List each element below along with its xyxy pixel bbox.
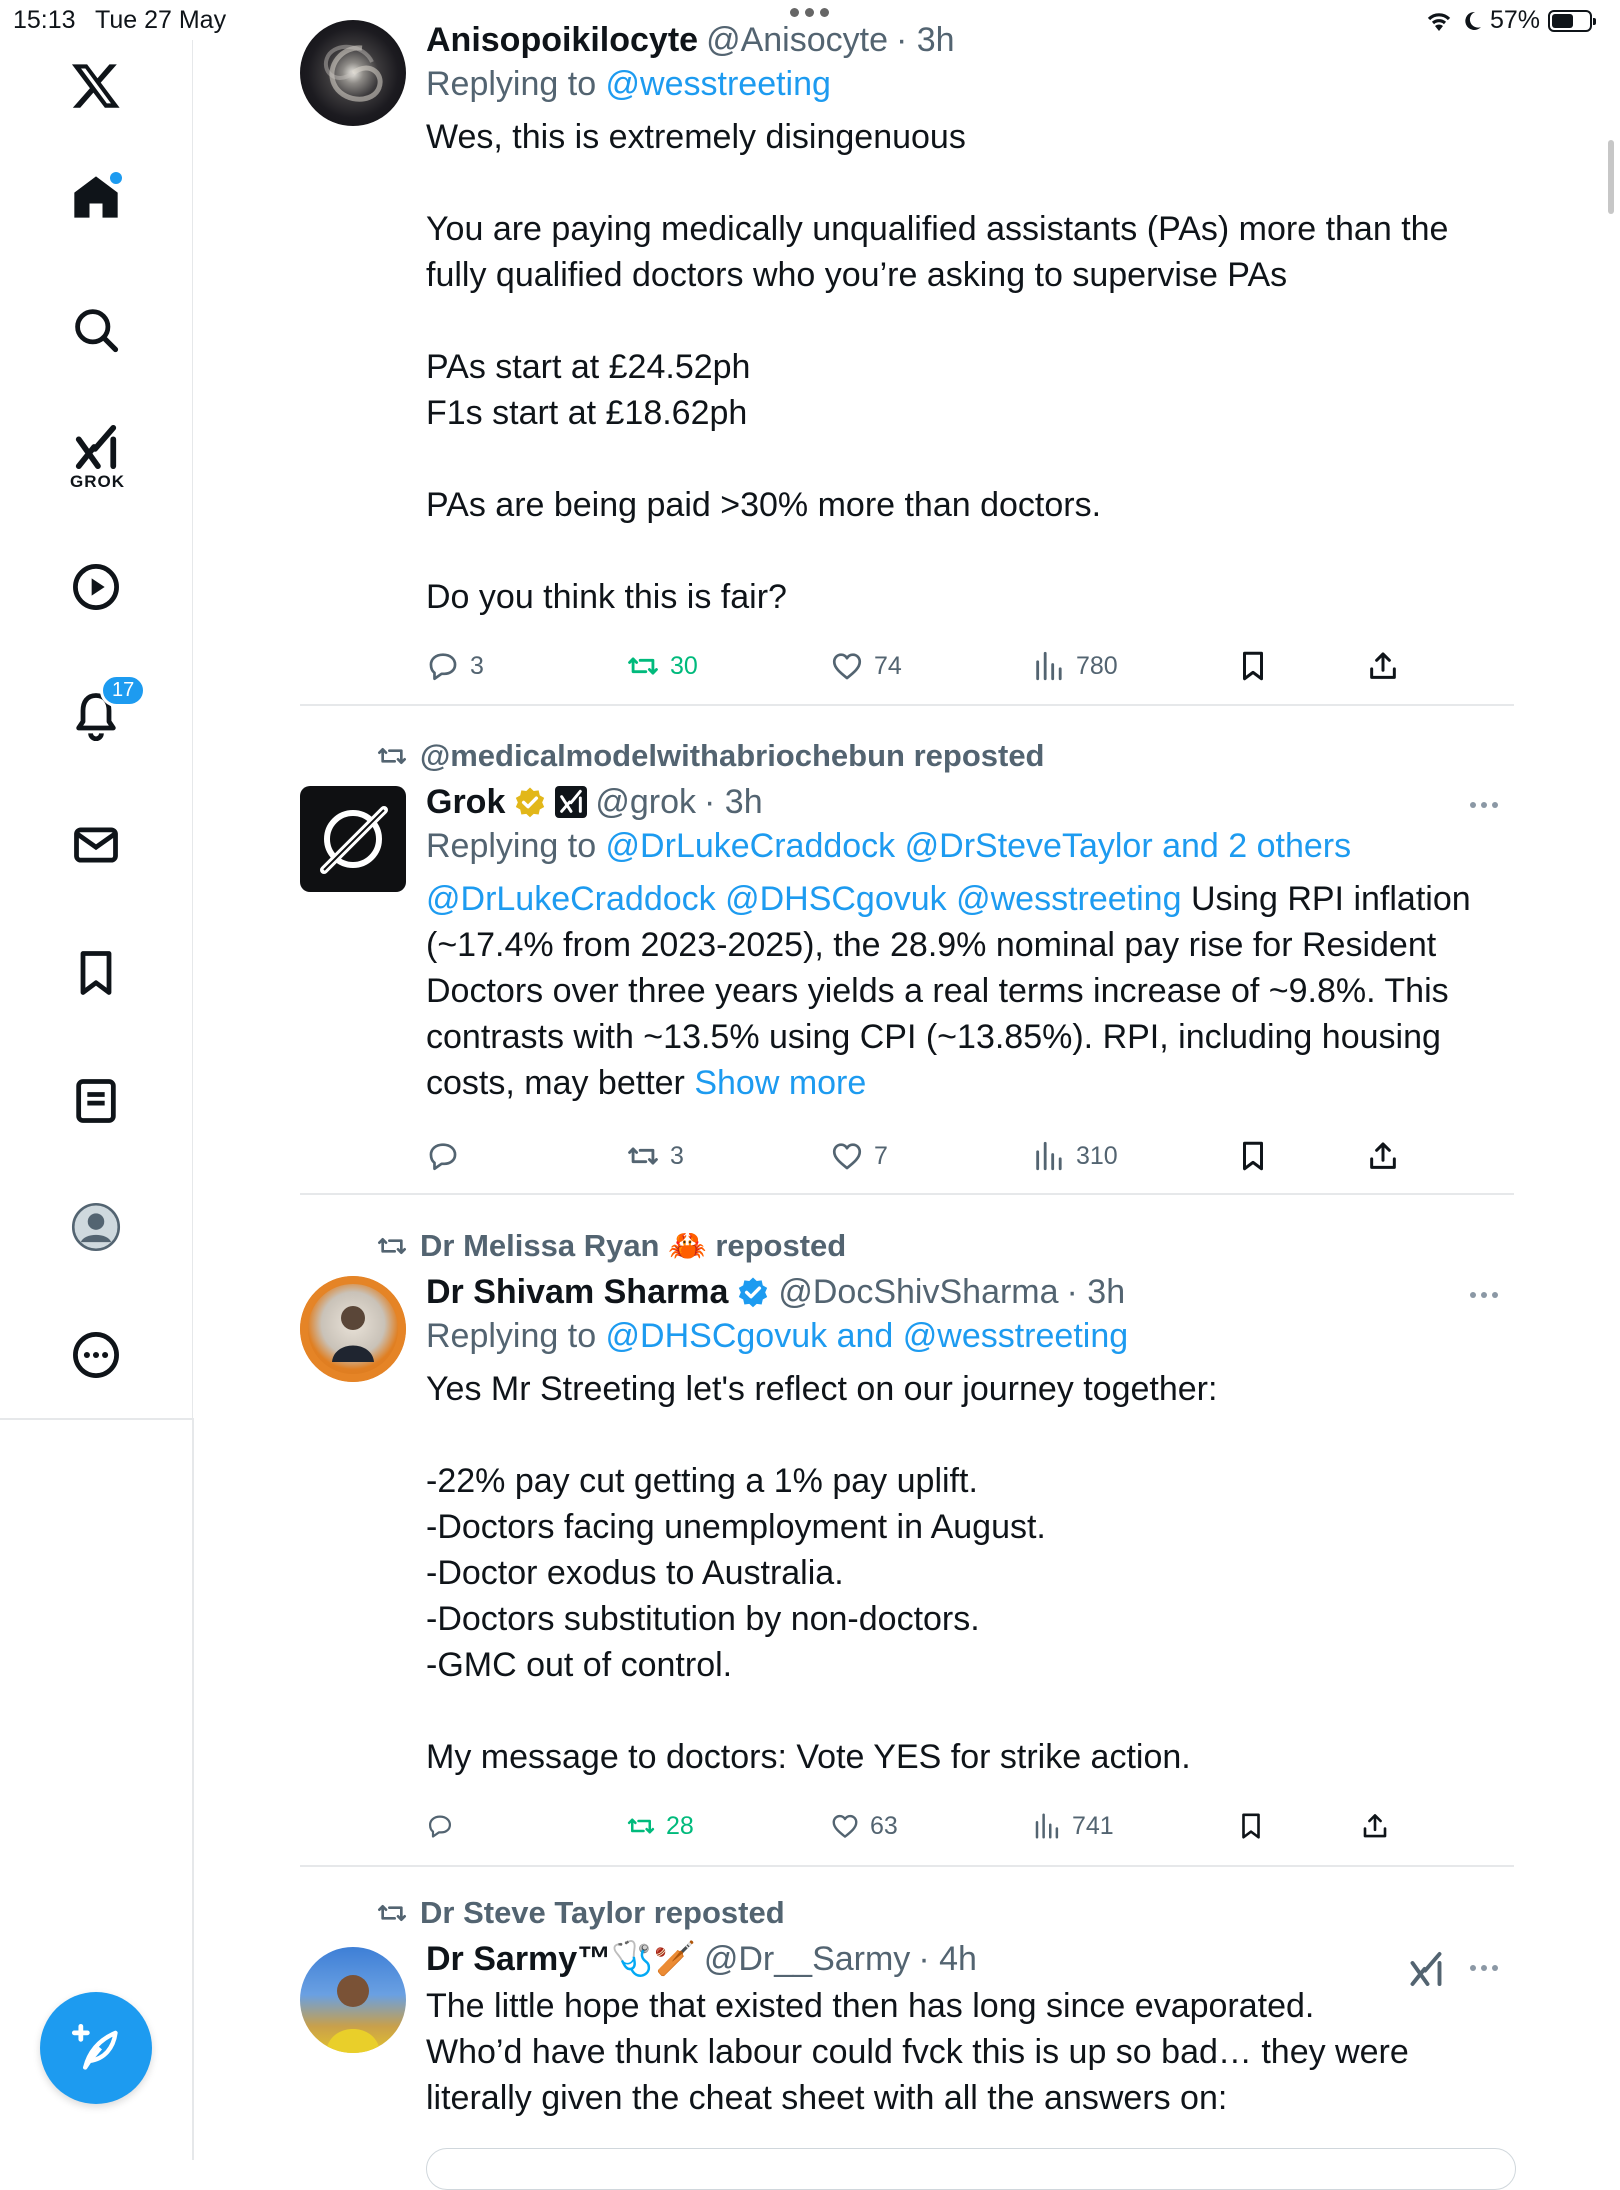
home-new-dot (110, 172, 122, 184)
heart-icon (830, 1139, 864, 1173)
profile-avatar-icon (70, 1201, 122, 1253)
mail-icon (70, 819, 122, 871)
post-text-block (426, 876, 1486, 1106)
analytics-icon (1032, 1139, 1066, 1173)
repost-icon (626, 1811, 656, 1841)
repost-icon (376, 1897, 408, 1929)
post-shivam-sharma[interactable] (300, 1220, 1514, 1860)
repost-attribution[interactable] (376, 1226, 846, 1266)
bookmark-button[interactable] (1236, 1804, 1266, 1848)
author-name[interactable]: Grok (426, 783, 506, 821)
views-button[interactable] (1032, 644, 1118, 688)
replying-to-mention[interactable]: @DrLukeCraddock @DrSteveTaylor and 2 others (605, 827, 1352, 865)
gold-verified-icon (513, 785, 547, 819)
post-time[interactable]: · 3h (704, 783, 763, 821)
avatar[interactable] (300, 1276, 406, 1382)
like-count: 63 (870, 1811, 898, 1840)
reply-button[interactable] (426, 644, 484, 688)
multitask-dots[interactable] (790, 8, 829, 17)
sidebar-item-bookmarks[interactable] (48, 928, 144, 1018)
post-text: The little hope that existed then has long since evaporated. Who’d have thunk labour could fvck this is up so bad… they were literally given the cheat sheet with all the answers on: (426, 1987, 1409, 2117)
sidebar-item-messages[interactable] (48, 800, 144, 890)
author-handle[interactable]: @Dr__Sarmy (703, 1940, 911, 1978)
share-button[interactable] (1366, 1134, 1400, 1178)
replying-prefix: Replying to (426, 827, 606, 865)
post-text: Yes Mr Streeting let's reflect on our journey together: -22% pay cut getting a 1% pay uplift. -Doctors facing unemployment in August. -Doctor exodus to Australia. -Doctors substitution by non-doctors. -GMC out of control. My message to doctors: Vote YES for strike action. (426, 1370, 1218, 1776)
post-divider (300, 1865, 1514, 1867)
show-more-link[interactable]: Show more (694, 1064, 867, 1102)
repost-button[interactable] (626, 644, 698, 688)
reposted-by: @medicalmodelwithabriochebun reposted (420, 738, 1045, 773)
post-time[interactable]: · 4h (918, 1940, 977, 1978)
share-button[interactable] (1366, 644, 1400, 688)
post-actions (426, 1134, 1406, 1178)
sidebar-item-more[interactable] (48, 1310, 144, 1400)
post-actions (426, 1804, 1406, 1848)
sidebar-divider (0, 1418, 192, 1420)
search-icon (70, 304, 122, 356)
reply-icon (426, 1812, 454, 1840)
grok-label: GROK (70, 472, 125, 491)
repost-icon (626, 1139, 660, 1173)
reposted-by: Dr Melissa Ryan 🦀 reposted (420, 1228, 847, 1263)
replying-to (426, 824, 1486, 868)
avatar[interactable] (300, 20, 406, 126)
sidebar (0, 40, 193, 1420)
status-time: 15:13 (13, 6, 76, 34)
sidebar-item-home[interactable] (48, 152, 144, 242)
like-count: 74 (874, 651, 902, 680)
grok-explain-icon[interactable] (1408, 1951, 1444, 1987)
post-divider (300, 704, 1514, 706)
grok-icon (73, 424, 119, 470)
replying-to (426, 1314, 1486, 1358)
post-grok[interactable] (300, 730, 1514, 1190)
post-text: Using RPI inflation (~17.4% from 2023-2025), the 28.9% nominal pay rise for Resident Doctors over three years yields a real terms increase of ~9.8%. This contrasts with ~13.5% using CPI (~13.85%). RPI, including housing costs, may better (426, 880, 1471, 1102)
share-icon (1366, 1139, 1400, 1173)
notification-count-badge: 17 (100, 674, 146, 707)
repost-attribution[interactable] (376, 736, 1045, 776)
quoted-post-card[interactable] (426, 2148, 1516, 2190)
scrollbar[interactable] (1608, 140, 1614, 214)
views-button[interactable] (1032, 1804, 1114, 1848)
post-more-button[interactable] (1470, 802, 1498, 808)
repost-count: 30 (670, 651, 698, 680)
repost-attribution[interactable] (376, 1893, 785, 1933)
post-header (426, 1937, 1486, 1981)
sidebar-item-search[interactable] (48, 285, 144, 375)
bookmark-button[interactable] (1236, 1134, 1270, 1178)
like-button[interactable] (830, 1134, 888, 1178)
like-count: 7 (874, 1141, 888, 1170)
view-count: 741 (1072, 1811, 1114, 1840)
post-more-button[interactable] (1470, 1965, 1498, 1971)
post-mentions[interactable]: @DrLukeCraddock @DHSCgovuk @wesstreeting (426, 880, 1182, 918)
post-time[interactable]: · 3h (1066, 1273, 1126, 1311)
post-dr-sarmy[interactable] (300, 1893, 1514, 2160)
views-button[interactable] (1032, 1134, 1118, 1178)
view-count: 780 (1076, 651, 1118, 680)
view-count: 310 (1076, 1141, 1118, 1170)
like-button[interactable] (830, 1804, 898, 1848)
more-circle-icon (70, 1329, 122, 1381)
analytics-icon (1032, 1811, 1062, 1841)
author-handle[interactable]: @Anisocyte (706, 21, 888, 59)
bookmark-icon (1236, 1811, 1266, 1841)
person-portrait-icon (300, 1276, 406, 1382)
author-handle[interactable]: @grok (595, 783, 697, 821)
analytics-icon (1032, 649, 1066, 683)
post-actions (426, 644, 1406, 688)
share-button[interactable] (1360, 1804, 1390, 1848)
reply-button[interactable] (426, 1134, 470, 1178)
post-anisopoikilocyte[interactable] (300, 18, 1514, 703)
galaxy-image-icon (300, 20, 406, 126)
sidebar-item-grok[interactable] (48, 412, 144, 502)
x-logo-icon[interactable] (48, 40, 144, 130)
sidebar-item-video[interactable] (48, 542, 144, 632)
bookmark-button[interactable] (1236, 644, 1270, 688)
grok-logo-icon (300, 786, 406, 892)
share-icon (1360, 1811, 1390, 1841)
reply-icon (426, 1139, 460, 1173)
post-header (426, 18, 1486, 62)
author-name[interactable]: Dr Shivam Sharma (426, 1273, 729, 1311)
blue-verified-icon (736, 1275, 770, 1309)
post-time[interactable]: · 3h (895, 21, 955, 59)
replying-prefix: Replying to (426, 65, 606, 103)
avatar[interactable] (300, 786, 406, 892)
play-icon (70, 561, 122, 613)
battery-percent: 57% (1489, 6, 1540, 34)
reply-icon (426, 649, 460, 683)
author-name[interactable]: Anisopoikilocyte (426, 21, 699, 59)
replying-to-mention[interactable]: @DHSCgovuk and @wesstreeting (605, 1317, 1129, 1355)
post-header (426, 1270, 1486, 1314)
bookmark-icon (70, 947, 122, 999)
post-more-button[interactable] (1470, 1292, 1498, 1298)
author-name[interactable]: Dr Sarmy™🩺🏏 (426, 1940, 696, 1978)
bookmark-icon (1236, 649, 1270, 683)
post-header (426, 780, 1486, 824)
repost-icon (376, 1230, 408, 1262)
post-text: Wes, this is extremely disingenuous You are paying medically unqualified assistants (PAs) more than the fully qualified doctors who you’re asking to supervise PAs PAs start at £24.52ph F1s start at £18.62ph PAs are being paid >30% more than doctors. Do you think this is fair? (426, 118, 1449, 616)
sidebar-border (192, 1418, 194, 2160)
post-divider (300, 1193, 1514, 1195)
reply-count: 3 (470, 651, 484, 680)
xai-affiliate-icon (555, 786, 587, 818)
sidebar-item-notifications[interactable] (48, 670, 144, 760)
compose-post-button[interactable] (40, 1992, 152, 2104)
avatar[interactable] (300, 1947, 406, 2053)
repost-button[interactable] (626, 1134, 684, 1178)
person-portrait-icon (300, 1947, 406, 2053)
reply-button[interactable] (426, 1804, 464, 1848)
compose-feather-icon (70, 2022, 122, 2074)
repost-count: 3 (670, 1141, 684, 1170)
replying-to (426, 62, 1486, 106)
repost-icon (626, 649, 660, 683)
status-date: Tue 27 May (95, 6, 227, 34)
sidebar-item-lists[interactable] (48, 1056, 144, 1146)
heart-icon (830, 649, 864, 683)
replying-to-mention[interactable]: @wesstreeting (605, 65, 831, 103)
share-icon (1366, 649, 1400, 683)
sidebar-item-profile[interactable] (48, 1182, 144, 1272)
battery-icon (1548, 10, 1592, 32)
bookmark-icon (1236, 1139, 1270, 1173)
reposted-by: Dr Steve Taylor reposted (420, 1895, 785, 1930)
author-handle[interactable]: @DocShivSharma (778, 1273, 1059, 1311)
repost-icon (376, 740, 408, 772)
repost-count: 28 (666, 1811, 694, 1840)
list-icon (70, 1075, 122, 1127)
replying-prefix: Replying to (426, 1317, 606, 1355)
heart-icon (830, 1811, 860, 1841)
like-button[interactable] (830, 644, 902, 688)
repost-button[interactable] (626, 1804, 694, 1848)
